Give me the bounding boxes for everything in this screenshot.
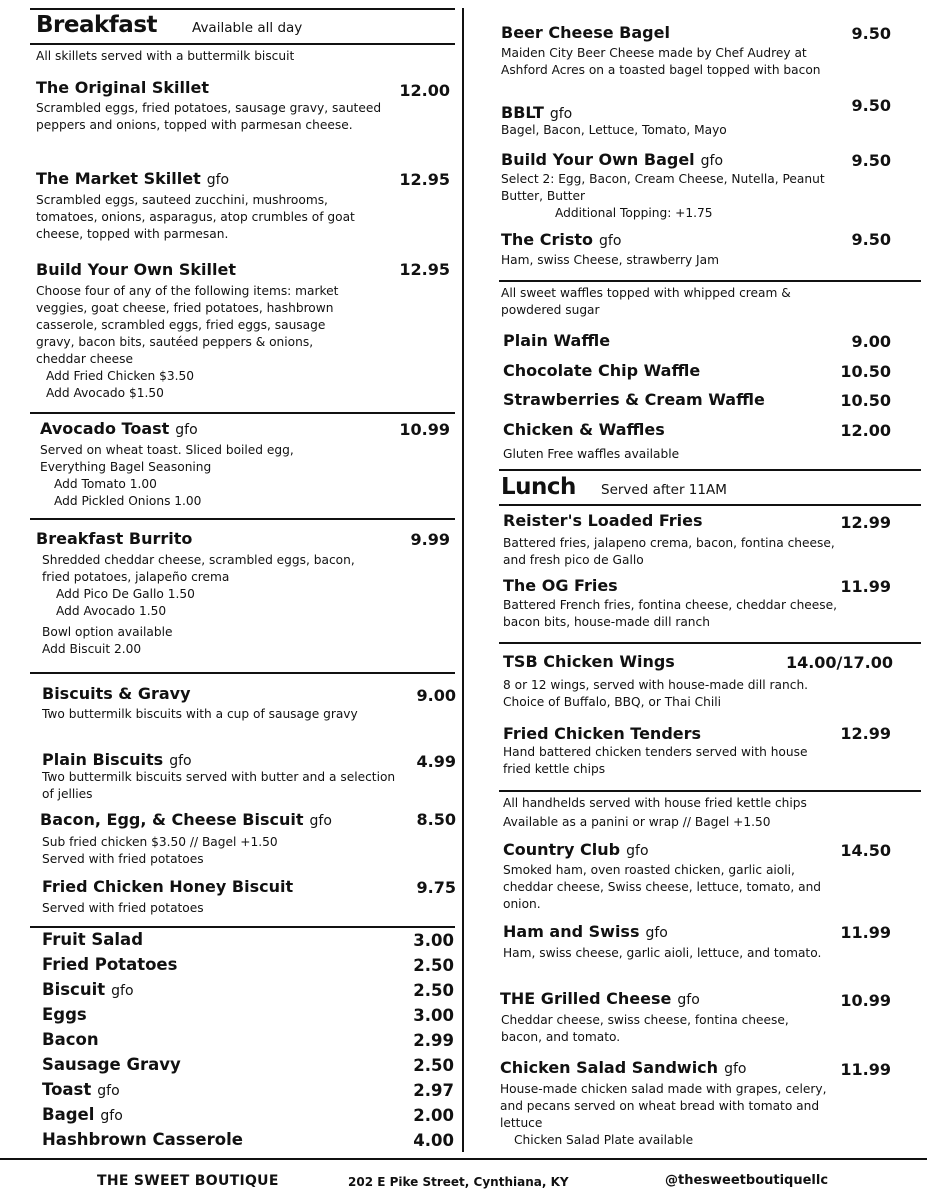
skillet-note: All skillets served with a buttermilk biscuit [36,49,295,63]
item-price: 9.50 [851,96,891,115]
item-name: Reister's Loaded Fries [503,511,703,530]
item-description: Smoked ham, oven roasted chicken, garlic aioli, cheddar cheese, Swiss cheese, lettuce, tomato, and onion. [503,863,822,911]
divider [499,469,921,471]
item-description: Two buttermilk biscuits with a cup of sausage gravy [42,707,358,721]
item-price: 12.95 [399,170,450,189]
item-price: 9.00 [416,686,456,705]
item-name: Chocolate Chip Waffle [503,361,701,380]
item-price: 12.00 [840,421,891,440]
gfo-tag: gfo [97,1083,120,1099]
item-name: Plain Biscuits gfo [42,750,192,769]
item-price: 9.00 [851,332,891,351]
item-note: Bowl option available [42,625,173,639]
gfo-tag: gfo [645,925,668,941]
divider [30,43,455,45]
item-name: Build Your Own Bagel gfo [501,150,724,169]
item-price: 14.00/17.00 [785,653,893,672]
side-price: 3.00 [413,931,454,950]
item-name: Ham and Swiss gfo [503,922,668,941]
item-description: Ham, swiss cheese, garlic aioli, lettuce, and tomato. [503,946,822,960]
divider [30,412,455,414]
item-addon: Add Pico De Gallo 1.50 [56,587,195,601]
item-addon: Additional Topping: +1.75 [555,206,713,220]
item-name: Beer Cheese Bagel [501,23,670,42]
item-description: Cheddar cheese, swiss cheese, fontina cheese, bacon, and tomato. [501,1013,789,1044]
footer-divider [0,1158,927,1160]
divider [30,672,455,674]
item-price: 12.99 [840,724,891,743]
gfo-tag: gfo [700,153,724,169]
item-description: Served with fried potatoes [42,852,204,866]
item-price: 9.99 [410,530,450,549]
breakfast-title: Breakfast [36,12,158,38]
side-price: 2.97 [413,1081,454,1100]
side-price: 4.00 [413,1131,454,1150]
item-price: 4.99 [416,752,456,771]
item-description: Sub fried chicken $3.50 // Bagel +1.50 [42,835,278,849]
item-name: Country Club gfo [503,840,649,859]
item-name: THE Grilled Cheese gfo [500,989,700,1008]
item-description: Bagel, Bacon, Lettuce, Tomato, Mayo [501,123,727,137]
item-name: Fried Chicken Tenders [503,724,702,743]
side-name: Eggs [42,1005,87,1024]
breakfast-availability: Available all day [192,20,303,36]
gfo-tag: gfo [169,753,192,769]
item-description: Hand battered chicken tenders served with house fried kettle chips [503,745,808,776]
side-name: Bacon [42,1030,99,1049]
item-price: 9.50 [851,24,891,43]
item-price: 9.75 [416,878,456,897]
gfo-tag: gfo [677,992,700,1008]
item-price: 11.99 [840,577,891,596]
handhelds-note: Available as a panini or wrap // Bagel +1.50 [503,815,771,829]
item-price: 12.99 [840,513,891,532]
item-description: Served on wheat toast. Sliced boiled egg, Everything Bagel Seasoning [40,443,294,474]
item-addon: Add Pickled Onions 1.00 [54,494,202,508]
gfo-tag: gfo [111,983,134,999]
gluten-free-note: Gluten Free waffles available [503,447,680,461]
item-price: 11.99 [840,1060,891,1079]
footer-social-handle: @thesweetboutiquellc [665,1173,829,1188]
item-price: 14.50 [840,841,891,860]
item-addon: Add Avocado 1.50 [56,604,167,618]
side-name: Toast gfo [42,1080,120,1099]
column-divider [462,8,464,1152]
side-name: Hashbrown Casserole [42,1130,243,1149]
item-name: BBLT gfo [501,103,573,122]
divider [499,642,921,644]
item-price: 12.95 [399,260,450,279]
item-description: Served with fried potatoes [42,901,204,915]
gfo-tag: gfo [309,813,332,829]
item-name: Bacon, Egg, & Cheese Biscuit gfo [40,810,332,829]
side-price: 2.50 [413,981,454,1000]
side-name: Fruit Salad [42,930,144,949]
waffle-note: All sweet waffles topped with whipped cream & powdered sugar [501,286,791,317]
divider [499,280,921,282]
item-price: 11.99 [840,923,891,942]
side-price: 2.50 [413,956,454,975]
item-price: 10.50 [840,391,891,410]
divider [30,8,455,10]
side-price: 3.00 [413,1006,454,1025]
item-price: 12.00 [399,81,450,100]
divider [30,518,455,520]
item-name: The Original Skillet [36,78,209,97]
item-price: 10.99 [840,991,891,1010]
side-price: 2.00 [413,1106,454,1125]
item-price: 10.50 [840,362,891,381]
item-description: Ham, swiss Cheese, strawberry Jam [501,253,719,267]
item-price: 9.50 [851,151,891,170]
divider [499,790,921,792]
item-name: The Cristo gfo [501,230,622,249]
divider [499,504,921,506]
item-description: Scrambled eggs, fried potatoes, sausage gravy, sauteed peppers and onions, topped with parmesan cheese. [36,101,382,132]
item-addon: Add Tomato 1.00 [54,477,157,491]
item-price: 9.50 [851,230,891,249]
item-name: The Market Skillet gfo [36,169,230,188]
side-price: 2.50 [413,1056,454,1075]
item-price: 10.99 [399,420,450,439]
item-addon: Add Fried Chicken $3.50 [46,369,195,383]
gfo-tag: gfo [206,172,230,188]
side-price: 2.99 [413,1031,454,1050]
side-name: Bagel gfo [42,1105,123,1124]
item-name: Chicken & Waffles [503,420,665,439]
item-description: Choose four of any of the following items: market veggies, goat cheese, fried potatoes, hashbrown casserole, scrambled eggs, fried eggs, sausage gravy, bacon bits, sautéed peppers & onions, cheddar cheese [36,284,339,366]
side-name: Biscuit gfo [42,980,134,999]
item-name: Breakfast Burrito [36,529,193,548]
item-description: Select 2: Egg, Bacon, Cream Cheese, Nutella, Peanut Butter, Butter [501,172,825,203]
lunch-availability: Served after 11AM [601,482,727,498]
item-price: 8.50 [416,810,456,829]
divider [30,926,455,928]
item-description: House-made chicken salad made with grapes, celery, and pecans served on wheat bread with tomato and lettuce [500,1082,827,1130]
item-name: TSB Chicken Wings [503,652,675,671]
item-name: Avocado Toast gfo [40,419,198,438]
gfo-tag: gfo [175,422,198,438]
item-note: Add Biscuit 2.00 [42,642,142,656]
lunch-title: Lunch [501,474,576,500]
item-description: Scrambled eggs, sauteed zucchini, mushrooms, tomatoes, onions, asparagus, atop crumbles of goat cheese, topped with parmesan. [36,193,355,241]
item-name: Plain Waffle [503,331,611,350]
side-name: Sausage Gravy [42,1055,181,1074]
item-description: 8 or 12 wings, served with house-made dill ranch. Choice of Buffalo, BBQ, or Thai Chili [503,678,809,709]
side-name: Fried Potatoes [42,955,178,974]
footer-address: 202 E Pike Street, Cynthiana, KY [348,1175,569,1189]
item-description: Shredded cheddar cheese, scrambled eggs, bacon, fried potatoes, jalapeño crema [42,553,355,584]
item-addon: Chicken Salad Plate available [514,1133,694,1147]
item-description: Battered French fries, fontina cheese, cheddar cheese, bacon bits, house-made dill ranch [503,598,838,629]
item-name: The OG Fries [503,576,618,595]
handhelds-note: All handhelds served with house fried kettle chips [503,796,807,810]
item-description: Battered fries, jalapeno crema, bacon, fontina cheese, and fresh pico de Gallo [503,536,835,567]
gfo-tag: gfo [100,1108,123,1124]
item-description: Two buttermilk biscuits served with butter and a selection of jellies [42,770,396,801]
item-name: Strawberries & Cream Waffle [503,390,765,409]
gfo-tag: gfo [599,233,622,249]
item-name: Build Your Own Skillet [36,260,236,279]
gfo-tag: gfo [626,843,649,859]
item-name: Fried Chicken Honey Biscuit [42,877,294,896]
footer-business-name: THE SWEET BOUTIQUE [97,1173,279,1189]
item-name: Biscuits & Gravy [42,684,191,703]
item-name: Chicken Salad Sandwich gfo [500,1058,747,1077]
item-description: Maiden City Beer Cheese made by Chef Audrey at Ashford Acres on a toasted bagel topped with bacon [501,46,821,77]
gfo-tag: gfo [549,106,573,122]
item-addon: Add Avocado $1.50 [46,386,164,400]
gfo-tag: gfo [724,1061,747,1077]
